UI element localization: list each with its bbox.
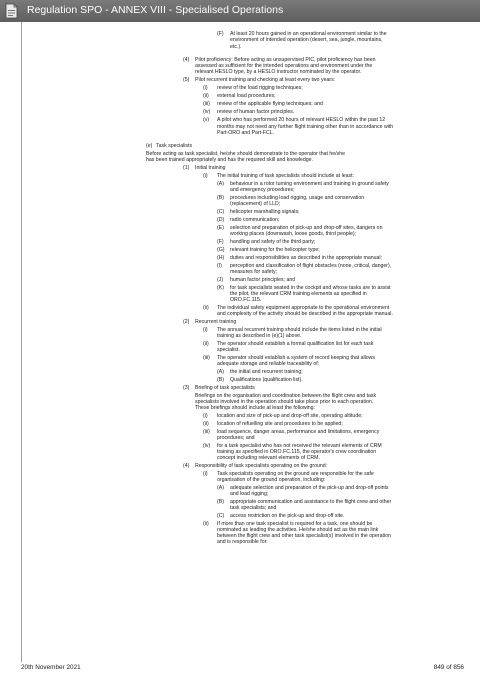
paragraph-line: measures for safety; <box>230 269 277 275</box>
list-marker: (i) <box>203 327 208 333</box>
paragraph-line: etc.). <box>230 44 242 50</box>
list-marker: (B) <box>217 195 224 201</box>
paragraph-line: between the flight crew and other task specialist(s) involved in the operation <box>217 533 391 539</box>
paragraph-line: Qualifications (qualification list). <box>230 377 303 383</box>
list-marker: (C) <box>217 209 225 215</box>
document-icon <box>4 3 19 19</box>
list-marker: (i) <box>203 471 208 477</box>
list-marker: (3) <box>183 385 190 391</box>
paragraph-line: Task specialists <box>156 143 193 149</box>
paragraph-line: load sequence, danger areas, performance and limitations, emergency <box>217 429 380 435</box>
paragraph-line: specialist. <box>217 347 240 353</box>
paragraph-line: Responsibility of task specialists operating on the ground: <box>195 463 328 469</box>
paragraph-line: the initial and recurrent training; <box>230 369 303 375</box>
paragraph-line: ORO.FC.115. <box>230 297 262 303</box>
list-marker: (5) <box>183 77 190 83</box>
paragraph-line: external load procedures; <box>217 93 276 99</box>
list-marker: (2) <box>183 319 190 325</box>
paragraph-line: adequate selection and preparation of the pick-up and drop-off points <box>230 485 389 491</box>
list-marker: (iv) <box>203 109 211 115</box>
paragraph-line: procedures including load rigging, usage and conservation <box>230 195 365 201</box>
footer-page-number: 849 of 856 <box>433 664 464 671</box>
paragraph-line: review of the load rigging techniques; <box>217 85 303 91</box>
paragraph-line: training as described in (e)(1) above. <box>217 333 302 339</box>
list-marker: (ii) <box>203 421 209 427</box>
paragraph-line: working places (downwash, loose goods, third people); <box>230 231 357 237</box>
paragraph-line: At least 20 hours gained in an operational environment similar to the <box>230 31 387 37</box>
paragraph-line: access restriction on the pick-up and drop-off site. <box>230 513 345 519</box>
list-marker: (iii) <box>203 101 210 107</box>
paragraph-line: Briefings on the organisation and coordination between the flight crew and task <box>195 393 377 399</box>
paragraph-line: The operator should establish a formal qualification list for each task <box>217 341 374 347</box>
list-marker: (B) <box>217 499 224 505</box>
paragraph-line: Recurrent training <box>195 319 237 325</box>
list-marker: (G) <box>217 247 225 253</box>
list-marker: (e) <box>146 143 153 149</box>
paragraph-line: radio communication; <box>230 217 280 223</box>
paragraph-line: Before acting as task specialist, he/she should demonstrate to the operator that he/she <box>146 151 345 157</box>
list-marker: (iii) <box>203 429 210 435</box>
list-marker: (A) <box>217 485 224 491</box>
paragraph-line: The initial training of task specialists should include at least: <box>217 173 354 179</box>
list-marker: (F) <box>217 31 224 37</box>
page-header <box>0 0 480 22</box>
page-title: Regulation SPO - ANNEX VIII - Specialised Operations <box>27 4 284 16</box>
paragraph-line: organisation of the ground operation, including: <box>217 477 326 483</box>
list-marker: (E) <box>217 225 224 231</box>
list-marker: (H) <box>217 255 225 261</box>
list-marker: (v) <box>203 117 210 123</box>
paragraph-line: nominated as leading the activities. He/she should act as the main link <box>217 527 379 533</box>
paragraph-line: assessed as sufficient for the intended operations and environment under the <box>195 63 373 69</box>
paragraph-line: A pilot who has performed 20 hours of relevant HESLO within the past 12 <box>217 117 386 123</box>
list-marker: (i) <box>203 85 208 91</box>
paragraph-line: for a task specialist who has not received the relevant elements of CRM <box>217 443 382 449</box>
paragraph-line: months may not need any further flight training other than in accordance with <box>217 124 394 130</box>
list-marker: (iv) <box>203 443 211 449</box>
list-marker: (ii) <box>203 305 209 311</box>
list-marker: (ii) <box>203 521 209 527</box>
list-marker: (4) <box>183 57 190 63</box>
list-marker: (D) <box>217 217 225 223</box>
list-marker: (ii) <box>203 93 209 99</box>
paragraph-line: task specialists; and <box>230 505 277 511</box>
paragraph-line: appropriate communication and assistance to the flight crew and other <box>230 499 392 505</box>
paragraph-line: handling and safety of the third party; <box>230 239 316 245</box>
paragraph-line: relevant training for the helicopter type; <box>230 247 320 253</box>
paragraph-line: Initial training <box>195 165 226 171</box>
paragraph-line: Task specialists operating on the ground are responsible for the safe <box>217 471 374 477</box>
paragraph-line: and emergency procedures; <box>230 187 295 193</box>
paragraph-line: has been trained appropriately and has the required skill and knowledge. <box>146 157 313 163</box>
paragraph-line: review of human factor principles. <box>217 109 295 115</box>
list-marker: (I) <box>217 263 222 269</box>
paragraph-line: Pilot proficiency: Before acting as unsupervised PIC, pilot proficiency has been <box>195 57 376 63</box>
paragraph-line: human factor principles; and <box>230 277 296 283</box>
list-marker: (J) <box>217 277 224 283</box>
list-marker: (4) <box>183 463 190 469</box>
paragraph-line: Briefing of task specialists <box>195 385 255 391</box>
paragraph-line: location and size of pick-up and drop-off site, operating altitude; <box>217 413 363 419</box>
paragraph-line: environment of intended operation (desert, sea, jungle, mountains, <box>230 37 383 43</box>
paragraph-line: for task specialists seated in the cockpit and whose tasks are to assist <box>230 285 391 291</box>
paragraph-line: The annual recurrent training should include the items listed in the initial <box>217 327 382 333</box>
list-marker: (ii) <box>203 341 209 347</box>
list-marker: (i) <box>203 413 208 419</box>
list-marker: (K) <box>217 285 224 291</box>
footer-date: 20th November 2021 <box>21 664 81 671</box>
paragraph-line: The operator should establish a system of record keeping that allows <box>217 355 376 361</box>
list-marker: (B) <box>217 377 224 383</box>
paragraph-line: Part-ORO and Part-FCL. <box>217 130 275 136</box>
paragraph-line: training as specified in ORO.FC.115, the operator's crew coordination <box>217 449 377 455</box>
paragraph-line: selection and preparation of pick-up and drop-off sites, dangers on <box>230 225 383 231</box>
paragraph-line: and complexity of the activity should be described in the appropriate manual. <box>217 311 393 317</box>
paragraph-line: concept including relevant elements of CRM. <box>217 455 320 461</box>
list-marker: (i) <box>203 173 208 179</box>
paragraph-line: review of the applicable flying techniques; and <box>217 101 323 107</box>
paragraph-line: (replacement) of LLD; <box>230 201 281 207</box>
paragraph-line: location of refuelling site and procedures to be applied; <box>217 421 343 427</box>
paragraph-line: Pilot recurrent training and checking at least every two years: <box>195 77 336 83</box>
paragraph-line: perception and classification of flight obstacles (none, critical, danger), <box>230 263 392 269</box>
paragraph-line: the pilot, the relevant CRM training elements as specified in <box>230 291 367 297</box>
list-marker: (F) <box>217 239 224 245</box>
list-marker: (C) <box>217 513 225 519</box>
list-marker: (iii) <box>203 355 210 361</box>
paragraph-line: The individual safety equipment appropriate to the operational environment <box>217 305 390 311</box>
paragraph-line: relevant HESLO type, by a HESLO instructor nominated by the operator. <box>195 69 362 75</box>
paragraph-line: and load rigging; <box>230 491 269 497</box>
list-marker: (A) <box>217 181 224 187</box>
document-body <box>0 28 480 660</box>
paragraph-line: If more than one task specialist is required for a task, one should be <box>217 521 373 527</box>
list-marker: (1) <box>183 165 190 171</box>
paragraph-line: and is responsible for: <box>217 539 268 545</box>
paragraph-line: These briefings should include at least the following: <box>195 405 315 411</box>
paragraph-line: behaviour in a rotor turning environment and training in ground safety <box>230 181 389 187</box>
paragraph-line: helicopter marshalling signals; <box>230 209 300 215</box>
paragraph-line: procedures; and <box>217 435 255 441</box>
paragraph-line: adequate storage and reliable traceability of: <box>217 361 320 367</box>
paragraph-line: specialists involved in the operation should take place prior to each operation. <box>195 399 374 405</box>
list-marker: (A) <box>217 369 224 375</box>
paragraph-line: duties and responsibilities as described in the appropriate manual; <box>230 255 382 261</box>
